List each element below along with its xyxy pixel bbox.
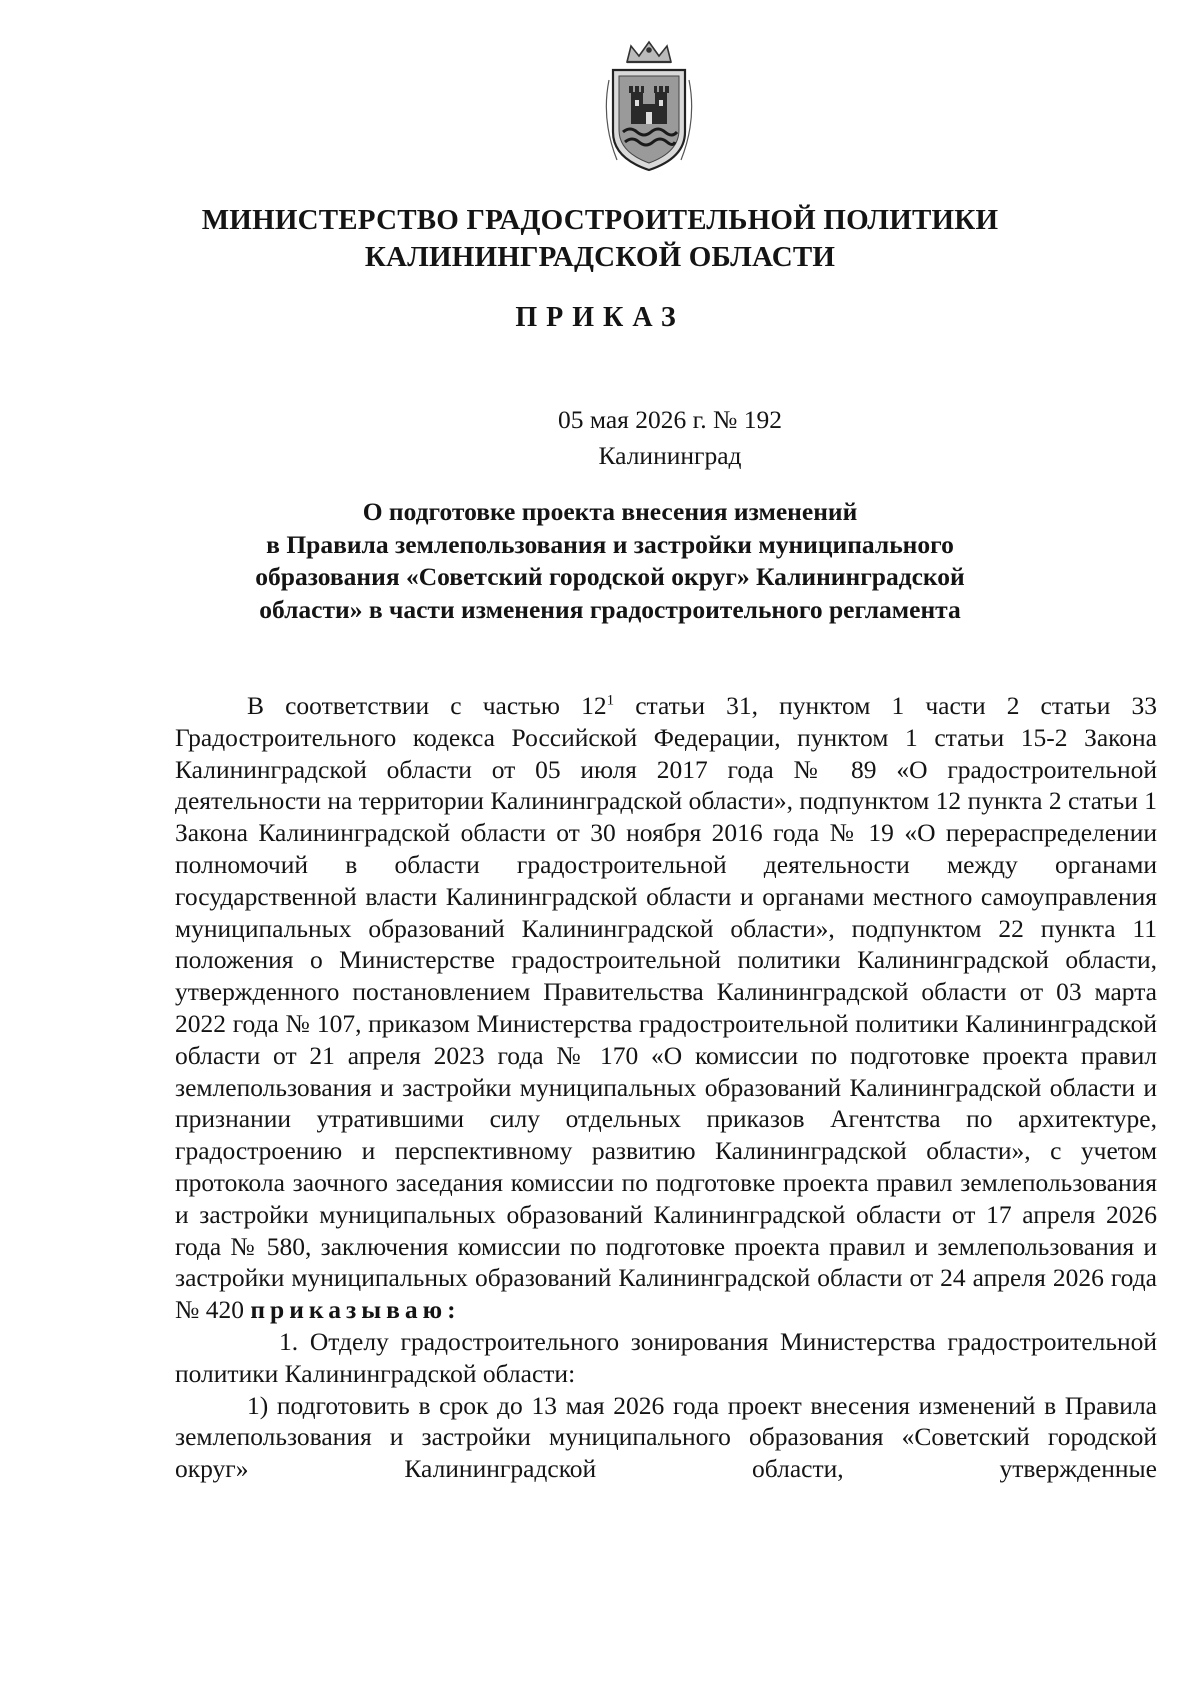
heading-line: О подготовке проекта внесения изменений xyxy=(362,497,858,526)
preamble-superscript: 1 xyxy=(606,692,615,709)
preamble-start: В соответствии с частью 12 xyxy=(247,691,607,720)
heading-line: образования «Советский городской округ» Калининградской xyxy=(255,562,965,591)
ministry-name-line2: КАЛИНИНГРАДСКОЙ ОБЛАСТИ xyxy=(364,241,836,273)
coat-of-arms-icon xyxy=(597,40,701,175)
document-heading xyxy=(200,496,1020,626)
document-body xyxy=(175,690,1157,1485)
ministry-name xyxy=(170,202,1030,276)
order-item-1: 1. Отделу градостроительного зонирования Министерства градостроительной политики Калининградской области: xyxy=(175,1326,1157,1388)
heading-line: в Правила землепользования и застройки муниципального xyxy=(266,529,954,559)
order-item-1-1: 1) подготовить в срок до 13 мая 2026 года проект внесения изменений в Правила землепользования и застройки муниципального образования «Советский городской округ» Калининградской области, утвержденные xyxy=(175,1390,1157,1484)
order-city: Калининград xyxy=(598,441,742,470)
preamble-text: статьи 31, пунктом 1 части 2 статьи 33 Градостроительного кодекса Российской Федерации, пунктом 1 статьи 15-2 Закона Калининградской области от 05 июля 2017 года № 89 «О градостроительной деятельности на территории Калининградской области», подпунктом 12 пункта 2 статьи 1 Закона Калининградской области от 30 ноября 2016 года № 19 «О перераспределении полномочий в области градостроительной деятельности между органами государственной власти Калининградской области и органами местного самоуправления муниципальных образований Калининградской области», подпунктом 22 пункта 11 положения о Министерстве градостроительной политики Калининградской области, утвержденного постановлением Правительства Калининградской области от 03 марта 2022 года № 107, приказом Министерства градостроительной политики Калининградской области от 21 апреля 2023 года № 170 «О комиссии по подготовке проекта правил землепользования и застройки муниципальных образований Калининградской области и признании утратившими силу отдельных приказов Агентства по архитектуре, градостроению и перспективному развитию Калининградской области», с учетом протокола заочного заседания комиссии по подготовке проекта правил землепользования и застройки муниципальных образований Калининградской области от 17 апреля 2026 года № 580, заключения комиссии по подготовке проекта правил и землепользования и застройки муниципальных образований Калининградской области от 24 апреля 2026 года № 420 xyxy=(175,691,1157,1325)
ministry-name-line1: МИНИСТЕРСТВО ГРАДОСТРОИТЕЛЬНОЙ ПОЛИТИКИ xyxy=(201,204,999,236)
order-title: ПРИКАЗ xyxy=(515,302,685,333)
order-meta xyxy=(170,402,1030,474)
heading-line: области» в части изменения градостроительного регламента xyxy=(259,594,961,624)
order-date-number: 05 мая 2026 г. № 192 xyxy=(558,405,782,434)
preamble-paragraph xyxy=(175,690,1157,1326)
order-word: приказываю: xyxy=(250,1295,461,1325)
